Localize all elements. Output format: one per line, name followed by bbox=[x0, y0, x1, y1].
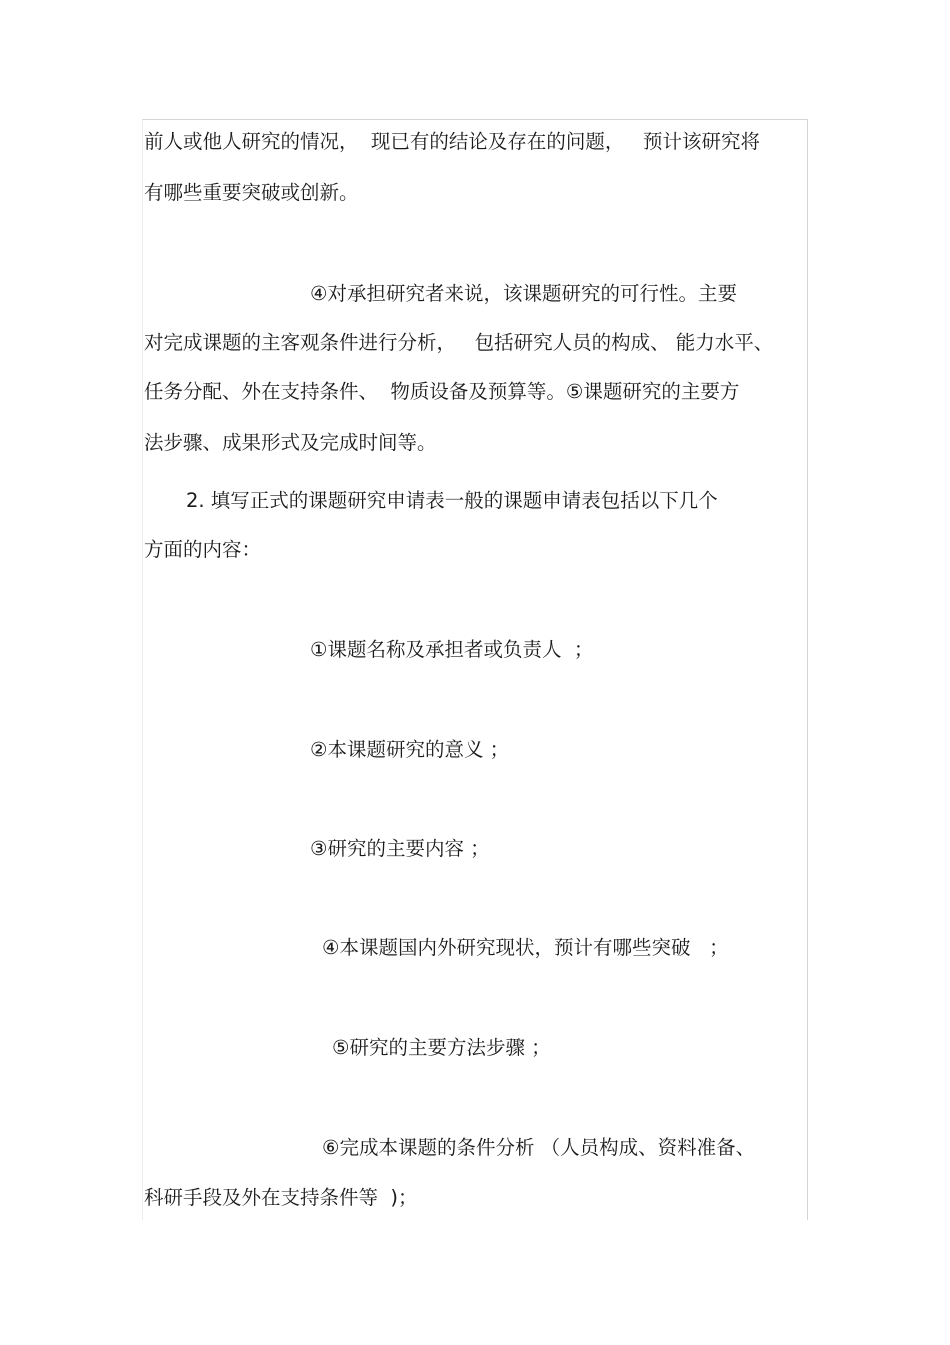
list-item: ③研究的主要内容 ； bbox=[310, 837, 490, 860]
text-line: 前人或他人研究的情况， 现已有的结论及存在的问题， 预计该研究将 bbox=[144, 130, 760, 153]
list-item: ①课题名称及承担者或负责人 ； bbox=[310, 638, 594, 661]
text-line: 2. 填写正式的课题研究申请表一般的课题申请表包括以下几个 bbox=[186, 489, 718, 512]
text-line: 科研手段及外在支持条件等 )； bbox=[144, 1186, 418, 1209]
text-line: 对完成课题的主客观条件进行分析， 包括研究人员的构成、 能力水平、 bbox=[144, 331, 774, 354]
text-line: 任务分配、外在支持条件、 物质设备及预算等。⑤课题研究的主要方 bbox=[144, 380, 740, 403]
list-item: ②本课题研究的意义 ； bbox=[310, 738, 510, 761]
text-line: ④对承担研究者来说，该课题研究的可行性。主要 bbox=[310, 282, 737, 305]
text-line: 有哪些重要突破或创新。 bbox=[144, 181, 359, 204]
list-item: ⑤研究的主要方法步骤 ； bbox=[332, 1036, 551, 1059]
list-item: ④本课题国内外研究现状，预计有哪些突破 ； bbox=[322, 936, 729, 959]
text-line: 法步骤、成果形式及完成时间等。 bbox=[144, 431, 437, 454]
text-line: 方面的内容： bbox=[144, 538, 262, 561]
list-item: ⑥完成本课题的条件分析 （人员构成、资料准备、 bbox=[322, 1136, 756, 1159]
